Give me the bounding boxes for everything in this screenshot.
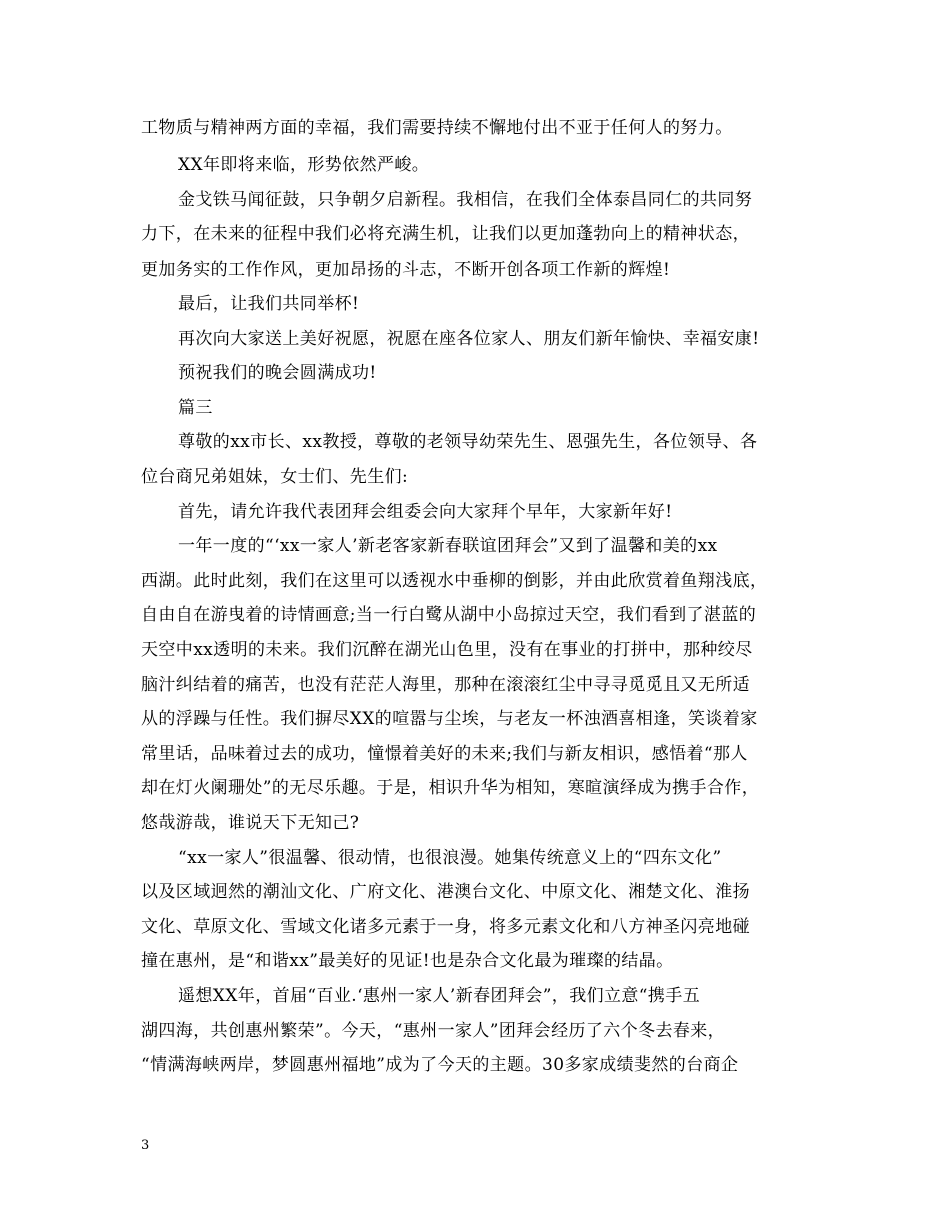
text-line: “情满海峡两岸，梦圆惠州福地”成为了今天的主题。30多家成绩斐然的台商企: [141, 1055, 739, 1075]
text-line: 最后，让我们共同举杯!: [178, 294, 360, 314]
text-line: 撞在惠州，是“和谐xx”最美好的见证!也是杂合文化最为璀璨的结晶。: [141, 951, 674, 971]
text-line: 从的浮躁与任性。我们摒尽XX的喧嚣与尘埃，与老友一杯浊酒喜相逢，笑谈着家: [141, 709, 758, 729]
text-line: 文化、草原文化、雪域文化诸多元素于一身，将多元素文化和八方神圣闪亮地碰: [141, 917, 750, 937]
text-line: 金戈铁马闻征鼓，只争朝夕启新程。我相信，在我们全体泰昌同仁的共同努: [178, 190, 753, 210]
text-line: 更加务实的工作作风，更加昂扬的斗志，不断开创各项工作新的辉煌!: [141, 260, 671, 280]
text-line: 湖四海，共创惠州繁荣”。今天，“惠州一家人”团拜会经历了六个冬去春来，: [141, 1021, 726, 1041]
text-line: 以及区域迥然的潮汕文化、广府文化、港澳台文化、中原文化、湘楚文化、淮扬: [141, 882, 750, 902]
text-line: 位台商兄弟姐妹，女士们、先生们:: [141, 467, 409, 487]
text-line: 天空中xx透明的未来。我们沉醉在湖光山色里，没有在事业的打拼中，那种绞尽: [141, 640, 753, 660]
text-line: 力下，在未来的征程中我们必将充满生机，让我们以更加蓬勃向上的精神状态，: [141, 224, 750, 244]
text-line: “xx一家人”很温馨、很动情，也很浪漫。她集传统意义上的“四东文化”: [178, 848, 722, 868]
text-line: 工物质与精神两方面的幸福，我们需要持续不懈地付出不亚于任何人的努力。: [141, 118, 733, 138]
text-line: 预祝我们的晚会圆满成功!: [178, 363, 377, 383]
text-line: 西湖。此时此刻，我们在这里可以透视水中垂柳的倒影，并由此欣赏着鱼翔浅底，: [141, 571, 768, 591]
page-number: 3: [141, 1138, 150, 1153]
text-line: 一年一度的“‘xx一家人’新老客家新春联谊团拜会”又到了温馨和美的xx: [178, 536, 718, 556]
text-line: 遥想XX年，首届“百业.‘惠州一家人’新春团拜会”，我们立意“携手五: [178, 986, 701, 1006]
section-heading: 篇三: [178, 398, 213, 418]
text-line: XX年即将来临，形势依然严峻。: [178, 155, 430, 175]
text-line: 悠哉游哉，谁说天下无知己?: [141, 813, 360, 833]
text-line: 再次向大家送上美好祝愿，祝愿在座各位家人、朋友们新年愉快、幸福安康!: [178, 329, 760, 349]
text-line: 尊敬的xx市长、xx教授，尊敬的老领导幼荣先生、恩强先生，各位领导、各: [178, 432, 758, 452]
text-line: 脑汁纠结着的痛苦，也没有茫茫人海里，那种在滚滚红尘中寻寻觅觅且又无所适: [141, 675, 750, 695]
text-line: 却在灯火阑珊处”的无尽乐趣。于是，相识升华为相知，寒暄演绎成为携手合作，: [141, 778, 760, 798]
text-line: 常里话，品味着过去的成功，憧憬着美好的未来;我们与新友相识，感悟着“那人: [141, 744, 748, 764]
text-line: 首先，请允许我代表团拜会组委会向大家拜个早年，大家新年好!: [178, 502, 673, 522]
text-line: 自由自在游曳着的诗情画意;当一行白鹭从湖中小岛掠过天空，我们看到了湛蓝的: [141, 605, 757, 625]
